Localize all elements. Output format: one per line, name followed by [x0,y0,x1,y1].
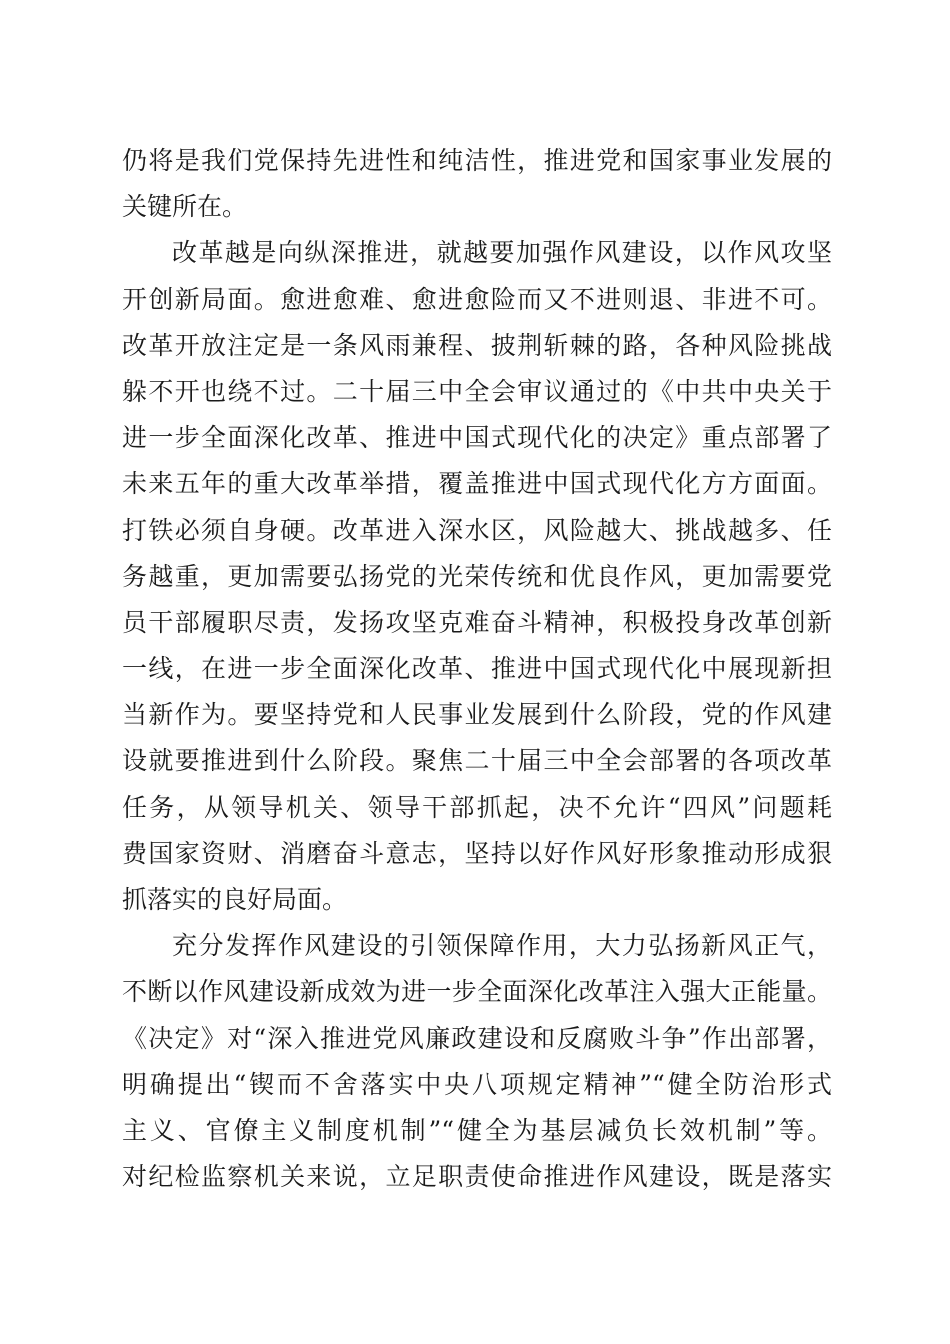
text-line: 不断以作风建设新成效为进一步全面深化改革注入强大正能量。 [122,977,832,1007]
text-line: 务越重，更加需要弘扬党的光荣传统和优良作风，更加需要党 [122,561,832,591]
text-line: 改革开放注定是一条风雨兼程、披荆斩棘的路，各种风险挑战 [122,330,832,360]
body-text [122,138,832,1200]
text-line: 躲不开也绕不过。二十届三中全会审议通过的《中共中央关于 [122,376,832,406]
text-line: 未来五年的重大改革举措，覆盖推进中国式现代化方方面面。 [122,469,832,499]
paragraph-start-line: 充分发挥作风建设的引领保障作用，大力弘扬新风正气， [172,931,832,961]
text-line: 开创新局面。愈进愈难、愈进愈险而又不进则退、非进不可。 [122,284,832,314]
text-line: 打铁必须自身硬。改革进入深水区，风险越大、挑战越多、任 [122,515,832,545]
text-line: 费国家资财、消磨奋斗意志，坚持以好作风好形象推动形成狠 [122,838,832,868]
text-line: 对纪检监察机关来说，立足职责使命推进作风建设，既是落实 [122,1162,832,1192]
text-line: 仍将是我们党保持先进性和纯洁性，推进党和国家事业发展的 [122,146,832,175]
text-line: 关键所在。 [122,192,248,222]
text-line: 主义、官僚主义制度机制”“健全为基层减负长效机制”等。 [122,1115,832,1145]
text-line: 一线，在进一步全面深化改革、推进中国式现代化中展现新担 [122,654,832,684]
paragraph-start-line: 改革越是向纵深推进，就越要加强作风建设，以作风攻坚 [172,238,832,268]
text-line: 员干部履职尽责，发扬攻坚克难奋斗精神，积极投身改革创新 [122,607,832,637]
text-line: 抓落实的良好局面。 [122,885,348,914]
text-line: 当新作为。要坚持党和人民事业发展到什么阶段，党的作风建 [122,700,832,730]
text-line: 明确提出“锲而不舍落实中央八项规定精神”“健全防治形式 [122,1069,832,1099]
text-line: 《决定》对“深入推进党风廉政建设和反腐败斗争”作出部署， [122,1023,832,1053]
text-line: 进一步全面深化改革、推进中国式现代化的决定》重点部署了 [122,423,832,453]
text-line: 设就要推进到什么阶段。聚焦二十届三中全会部署的各项改革 [122,746,832,776]
text-line: 任务，从领导机关、领导干部抓起，决不允许“四风”问题耗 [122,792,832,822]
